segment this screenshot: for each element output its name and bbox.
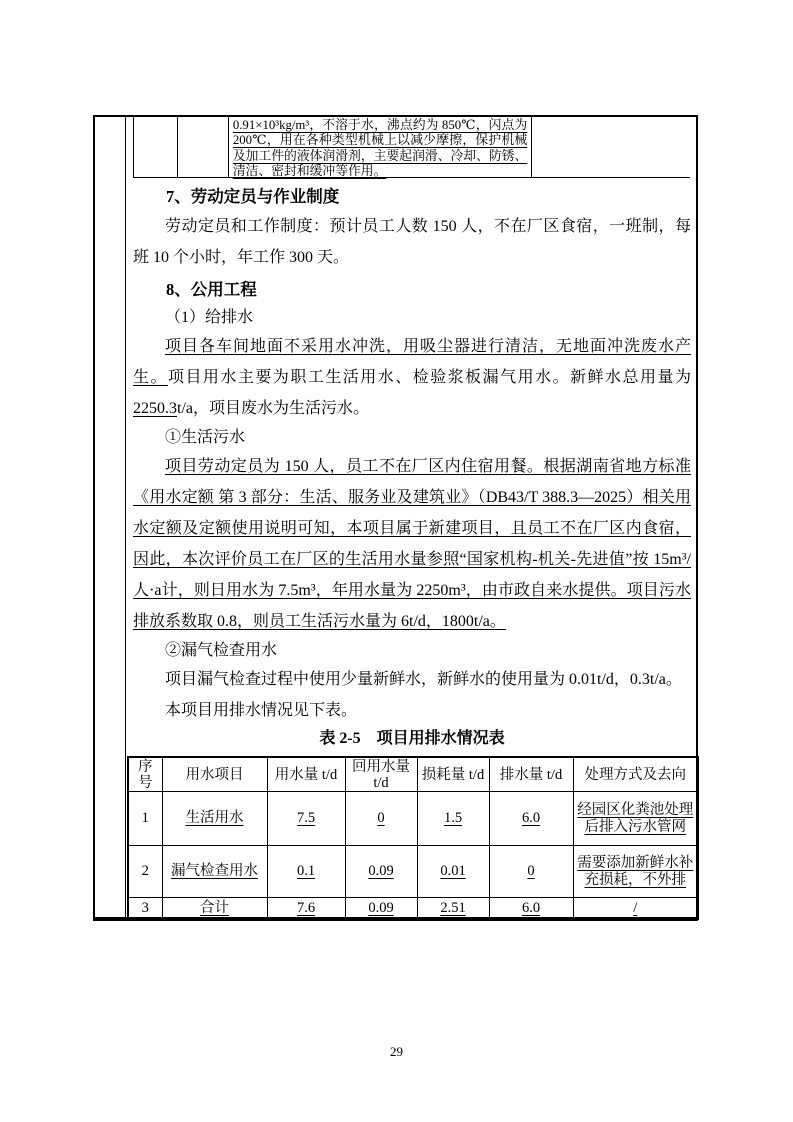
- cell-reuse-text: 0.09: [368, 899, 394, 916]
- header-cell-treatment: 处理方式及去向: [573, 757, 698, 792]
- cell-usage-text: 7.6: [296, 899, 316, 916]
- cell-usage-text: 7.5: [296, 810, 316, 826]
- carryover-cell-empty-1: [134, 117, 178, 177]
- header-cell-index: 序号: [128, 757, 162, 792]
- cell-reuse: [345, 792, 417, 846]
- cell-treatment: [573, 846, 698, 898]
- subsection-domestic-sewage: ①生活污水: [165, 429, 246, 446]
- section-8-heading: 8、公用工程: [166, 280, 257, 299]
- header-cell-loss: 损耗量 t/d: [417, 757, 489, 792]
- subsection-water-supply: （1）给排水: [165, 309, 254, 326]
- cell-discharge-text: 6.0: [521, 899, 541, 916]
- cell-discharge-text: 6.0: [521, 810, 541, 826]
- cell-item-text: 合计: [200, 899, 229, 916]
- cell-reuse-text: 0: [377, 810, 385, 826]
- cell-item: [162, 792, 267, 846]
- header-cell-usage: 用水量 t/d: [267, 757, 345, 792]
- water-usage-underlined-1: 项目各车间地面不采用水冲洗，用吸尘器进行清洁，无地面冲洗废水产生。: [133, 338, 691, 386]
- cell-treatment-text: 经园区化粪池处理后排入污水管网: [577, 801, 694, 835]
- page-number: 29: [390, 1044, 403, 1059]
- carryover-cell-empty-3: [532, 117, 690, 177]
- subsection-leak-check-water: ②漏气检查用水: [165, 642, 278, 659]
- cell-index: 3: [128, 898, 162, 920]
- leak-check-paragraph: 项目漏气检查过程中使用少量新鲜水，新鲜水的使用量为 0.01t/d，0.3t/a。: [165, 671, 682, 688]
- water-table-row-1: [128, 792, 698, 846]
- water-usage-text-2: t/a，项目废水为生活污水。: [177, 400, 369, 417]
- cell-usage: [267, 846, 345, 898]
- cell-reuse: [345, 846, 417, 898]
- substance-description-cell: 0.91×10³kg/m³，不溶于水，沸点约为 850℃，闪点为 200℃，用在各种类型机械上以减少摩擦，保护机械及加工件的液体润滑剂，主要起润滑、冷却、防锈、清洁、密封和缓冲等作用。: [229, 117, 532, 177]
- cell-discharge-text: 0: [527, 863, 535, 879]
- header-cell-reuse: 回用水量 t/d: [345, 757, 417, 792]
- carryover-table: [133, 117, 690, 178]
- cell-discharge: [489, 846, 573, 898]
- cell-reuse-text: 0.09: [368, 863, 394, 879]
- cell-loss-text: 2.51: [440, 899, 466, 916]
- water-usage-underlined-2: 2250.3: [133, 400, 177, 417]
- cell-discharge: [489, 898, 573, 920]
- main-text-area: [133, 180, 691, 756]
- cell-usage: [267, 898, 345, 920]
- cell-reuse: [345, 898, 417, 920]
- cell-index: 1: [128, 792, 162, 846]
- water-table-row-2: [128, 846, 698, 898]
- domestic-sewage-underlined: 项目劳动定员为 150 人，员工不在厂区内住宿用餐。根据湖南省地方标准《用水定额 第 3 部分：生活、服务业及建筑业》（DB43/T 388.3—2025）相关用水定额及定额使用说明可知，本项目属于新建项目，且员工不在厂区内食宿，因此，本次评价员工在厂区的生活用水量参照“国家机构-机关-先进值”按 15m³/人·a计，则日用水为 7.5m³，年用水量为 2250m³，由市政自来水提供。项目污水排放系数取 0.8，则员工生活污水量为 6t/d，1800t/a。: [133, 458, 691, 630]
- water-usage-table: [127, 756, 699, 920]
- cell-usage: [267, 792, 345, 846]
- cell-item-text: 漏气检查用水: [171, 863, 258, 879]
- table-left-column-divider: [125, 115, 126, 919]
- labor-system-paragraph: 劳动定员和工作制度：预计员工人数 150 人，不在厂区食宿，一班制，每班 10 个小时，年工作 300 天。: [133, 218, 691, 266]
- cell-item-text: 生活用水: [185, 810, 244, 826]
- water-usage-paragraph: [133, 331, 691, 424]
- cell-index: 2: [128, 846, 162, 898]
- cell-loss: [417, 846, 489, 898]
- cell-loss: [417, 898, 489, 920]
- domestic-sewage-paragraph: [133, 451, 691, 637]
- cell-treatment: [573, 898, 698, 920]
- cell-usage-text: 0.1: [296, 863, 316, 879]
- water-usage-text-1: 项目用水主要为职工生活用水、检验浆板漏气用水。新鲜水总用量为: [167, 369, 691, 386]
- cell-item: [162, 846, 267, 898]
- cell-loss: [417, 792, 489, 846]
- carryover-cell-empty-2: [178, 117, 229, 177]
- cell-item: [162, 898, 267, 920]
- cell-treatment-text: 需要添加新鲜水补充损耗，不外排: [577, 854, 694, 888]
- cell-loss-text: 1.5: [443, 810, 463, 826]
- cell-discharge: [489, 792, 573, 846]
- header-cell-discharge: 排水量 t/d: [489, 757, 573, 792]
- section-7-heading: 7、劳动定员与作业制度: [166, 187, 340, 206]
- cell-loss-text: 0.01: [440, 863, 466, 879]
- header-cell-item: 用水项目: [162, 757, 267, 792]
- water-table-row-total: [128, 898, 698, 920]
- cell-treatment: [573, 792, 698, 846]
- water-table-title: 表 2-5 项目用排水情况表: [319, 730, 505, 747]
- cell-treatment-text: /: [633, 899, 638, 916]
- table-intro-paragraph: 本项目用排水情况见下表。: [165, 702, 358, 719]
- water-table-header-row: [128, 757, 698, 792]
